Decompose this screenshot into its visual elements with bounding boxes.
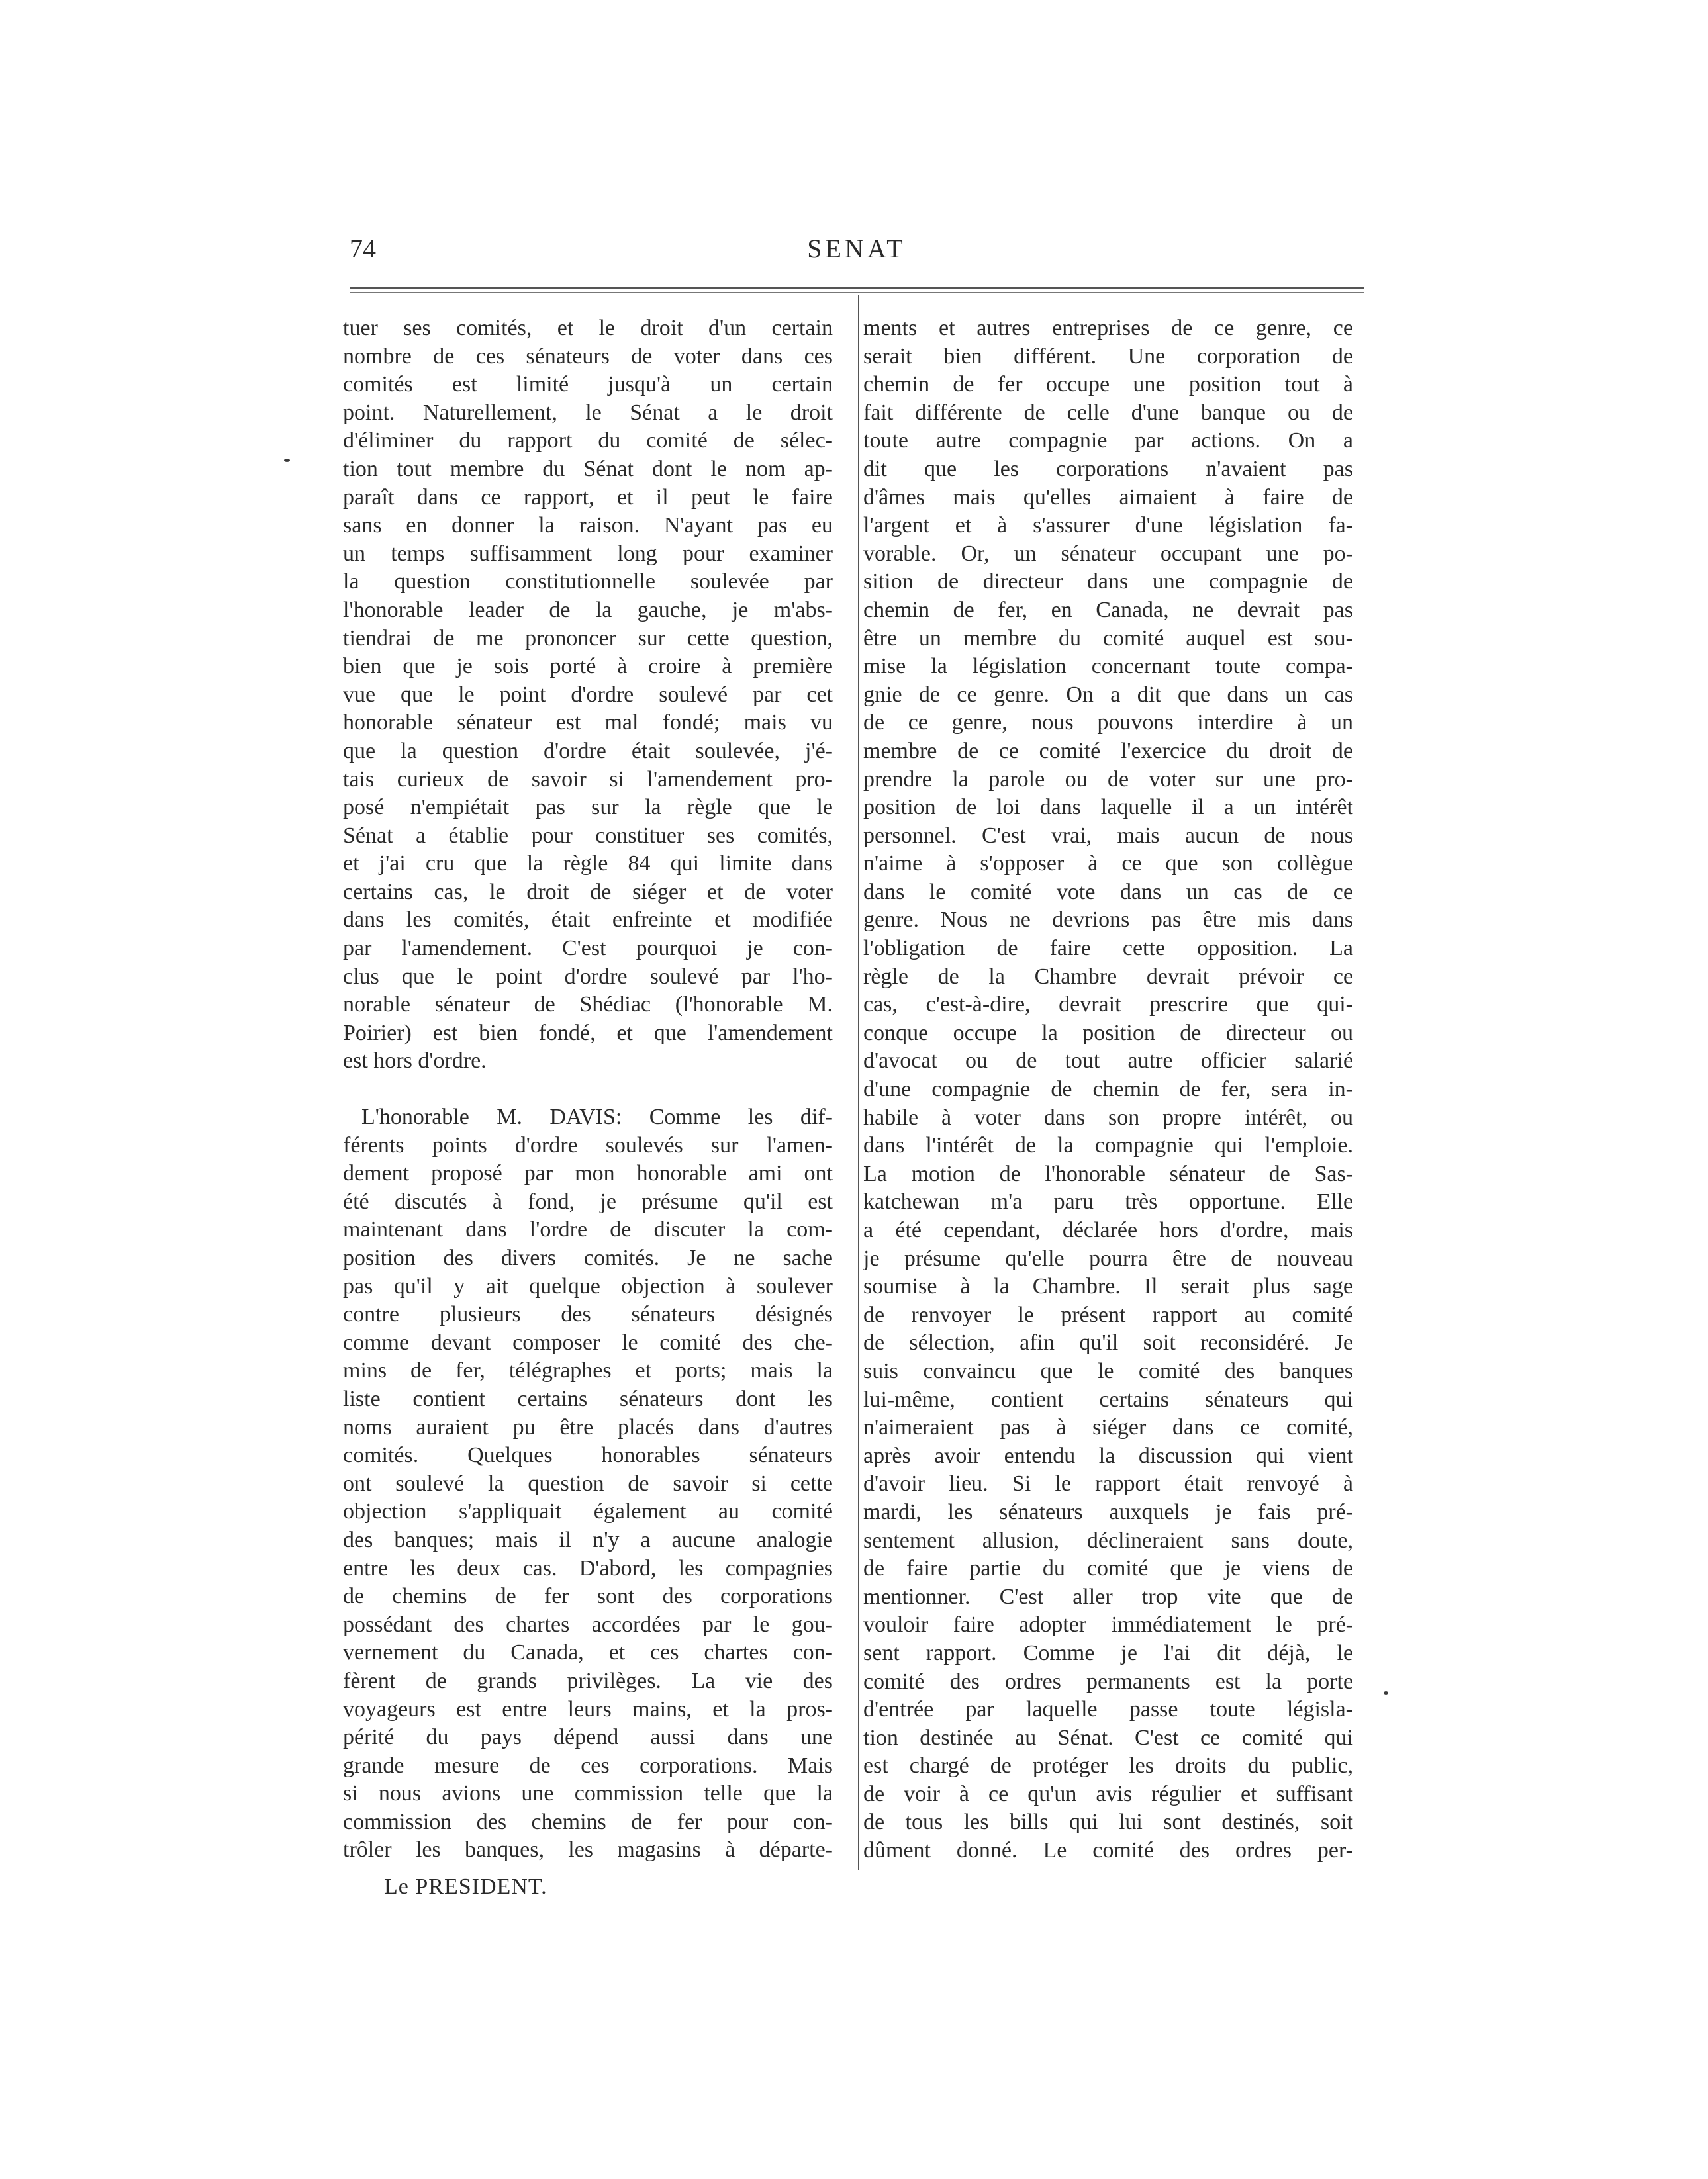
text-line: chemin de fer occupe une position tout à (863, 372, 1353, 397)
text-line: vorable. Or, un sénateur occupant une po- (863, 541, 1353, 566)
left-paragraph-2 (343, 1103, 833, 1865)
text-line: clus que le point d'ordre soulevé par l'ho- (343, 964, 833, 989)
text-line: point. Naturellement, le Sénat a le droit (343, 400, 833, 425)
text-line: de renvoyer le présent rapport au comité (863, 1302, 1353, 1327)
text-line: périté du pays dépend aussi dans une (343, 1725, 833, 1750)
text-line: tion destinée au Sénat. C'est ce comité qui (863, 1725, 1353, 1750)
text-line: fait différente de celle d'une banque ou de (863, 400, 1353, 425)
text-line: comité des ordres permanents est la porte (863, 1669, 1353, 1694)
text-line: sentement allusion, déclineraient sans doute, (863, 1528, 1353, 1553)
text-line: commission des chemins de fer pour con- (343, 1809, 833, 1834)
text-line: des banques; mais il n'y a aucune analogie (343, 1527, 833, 1552)
text-line: tais curieux de savoir si l'amendement pro- (343, 766, 833, 792)
text-line: après avoir entendu la discussion qui vient (863, 1443, 1353, 1468)
text-line: est hors d'ordre. (343, 1048, 487, 1074)
text-line: d'éliminer du rapport du comité de sélec- (343, 428, 833, 453)
text-line: posé n'empiétait pas sur la règle que le (343, 795, 833, 820)
text-line: règle de la Chambre devrait prévoir ce (863, 964, 1353, 989)
text-line: l'obligation de faire cette opposition. La (863, 936, 1353, 961)
text-line: membre de ce comité l'exercice du droit de (863, 738, 1353, 763)
text-line: sent rapport. Comme je l'ai dit déjà, le (863, 1640, 1353, 1665)
text-line: est chargé de protéger les droits du public, (863, 1753, 1353, 1779)
text-line: d'avoir lieu. Si le rapport était renvoyé à (863, 1471, 1353, 1497)
text-line: l'argent et à s'assurer d'une législation fa- (863, 513, 1353, 538)
text-line: honorable sénateur est mal fondé; mais vu (343, 710, 833, 735)
header-rule-secondary (350, 292, 1364, 293)
text-line: Poirier) est bien fondé, et que l'amendement (343, 1020, 833, 1045)
text-line: de chemins de fer sont des corporations (343, 1584, 833, 1609)
text-line: position des divers comités. Je ne sache (343, 1246, 833, 1270)
text-line: fèrent de grands privilèges. La vie des (343, 1668, 833, 1693)
text-line: comités est limité jusqu'à un certain (343, 372, 833, 397)
text-line: d'avocat ou de tout autre officier salarié (863, 1048, 1353, 1074)
text-line: L'honorable M. DAVIS: Comme les dif- (361, 1105, 833, 1130)
text-line: l'honorable leader de la gauche, je m'abs- (343, 597, 833, 622)
text-line: La motion de l'honorable sénateur de Sas- (863, 1161, 1353, 1186)
text-line: serait bien différent. Une corporation de (863, 344, 1353, 369)
left-paragraph-1 (343, 314, 833, 1076)
text-line: suis convaincu que le comité des banques (863, 1358, 1353, 1383)
text-line: a été cependant, déclarée hors d'ordre, mais (863, 1218, 1353, 1242)
text-line: de tous les bills qui lui sont destinés, soit (863, 1810, 1353, 1835)
text-line: noms auraient pu être placés dans d'autres (343, 1414, 833, 1440)
text-line: de ce genre, nous pouvons interdire à un (863, 710, 1353, 735)
text-line: n'aime à s'opposer à ce que son collègue (863, 851, 1353, 876)
text-line: possédant des chartes accordées par le gou- (343, 1612, 833, 1637)
text-line: position de loi dans laquelle il a un intérêt (863, 795, 1353, 820)
text-line: trôler les banques, les magasins à départe- (343, 1837, 833, 1863)
text-line: liste contient certains sénateurs dont les (343, 1386, 833, 1411)
text-line: tiendrai de me prononcer sur cette question, (343, 626, 833, 651)
text-line: dement proposé par mon honorable ami ont (343, 1161, 833, 1186)
text-line: cas, c'est-à-dire, devrait prescrire que qui- (863, 992, 1353, 1017)
text-line: habile à voter dans son propre intérêt, ou (863, 1105, 1353, 1130)
text-line: entre les deux cas. D'abord, les compagnies (343, 1555, 833, 1581)
text-line: été discutés à fond, je présume qu'il est (343, 1189, 833, 1214)
text-line: vue que le point d'ordre soulevé par cet (343, 682, 833, 707)
text-line: un temps suffisamment long pour examiner (343, 541, 833, 566)
text-line: de voir à ce qu'un avis régulier et suffisant (863, 1781, 1353, 1806)
text-line: n'aimeraient pas à siéger dans ce comité, (863, 1415, 1353, 1440)
page-number: 74 (350, 234, 376, 263)
header-rule (350, 287, 1364, 289)
text-line: nombre de ces sénateurs de voter dans ces (343, 344, 833, 369)
scan-speck (1384, 1691, 1388, 1695)
text-line: d'âmes mais qu'elles aimaient à faire de (863, 485, 1353, 510)
text-line: dûment donné. Le comité des ordres per- (863, 1838, 1353, 1863)
right-column (863, 314, 1353, 1870)
text-line: de sélection, afin qu'il soit reconsidéré. Je (863, 1330, 1353, 1356)
text-line: tuer ses comités, et le droit d'un certain (343, 316, 833, 340)
scan-speck (284, 459, 290, 462)
text-line: d'entrée par laquelle passe toute législa- (863, 1697, 1353, 1722)
column-divider (858, 295, 859, 1870)
text-line: d'une compagnie de chemin de fer, sera in- (863, 1077, 1353, 1102)
text-line: voyageurs est entre leurs mains, et la pros- (343, 1696, 833, 1722)
text-line: dans l'intérêt de la compagnie qui l'emploie. (863, 1133, 1353, 1158)
text-line: férents points d'ordre soulevés sur l'amen- (343, 1133, 833, 1158)
page-header (350, 225, 1364, 271)
text-line: ments et autres entreprises de ce genre, ce (863, 316, 1353, 340)
text-line: conque occupe la position de directeur ou (863, 1020, 1353, 1045)
text-line: lui-même, contient certains sénateurs qui (863, 1387, 1353, 1412)
text-line: chemin de fer, en Canada, ne devrait pas (863, 597, 1353, 622)
text-line: objection s'appliquait également au comité (343, 1499, 833, 1524)
text-line: toute autre compagnie par actions. On a (863, 428, 1353, 453)
text-line: que la question d'ordre était soulevée, j'é- (343, 738, 833, 763)
running-head: SENAT (807, 234, 906, 263)
text-line: genre. Nous ne devrions pas être mis dans (863, 907, 1353, 933)
text-line: bien que je sois porté à croire à première (343, 654, 833, 679)
text-line: la question constitutionnelle soulevée par (343, 569, 833, 594)
text-line: vouloir faire adopter immédiatement le pré- (863, 1612, 1353, 1638)
text-line: dans les comités, était enfreinte et modifiée (343, 907, 833, 933)
text-line: par l'amendement. C'est pourquoi je con- (343, 936, 833, 961)
text-line: paraît dans ce rapport, et il peut le faire (343, 485, 833, 510)
text-line: personnel. C'est vrai, mais aucun de nous (863, 823, 1353, 848)
paragraph-gap (343, 1076, 833, 1103)
text-line: sans en donner la raison. N'ayant pas eu (343, 513, 833, 538)
text-line: dans le comité vote dans un cas de ce (863, 879, 1353, 904)
text-line: certains cas, le droit de siéger et de voter (343, 879, 833, 904)
text-line: mentionner. C'est aller trop vite que de (863, 1584, 1353, 1609)
footer-signature: Le PRESIDENT. (384, 1875, 547, 1899)
text-line: être un membre du comité auquel est sou- (863, 626, 1353, 651)
text-line: si nous avions une commission telle que la (343, 1781, 833, 1806)
text-line: et j'ai cru que la règle 84 qui limite dans (343, 851, 833, 876)
text-line: ont soulevé la question de savoir si cette (343, 1471, 833, 1496)
text-line: mardi, les sénateurs auxquels je fais pré- (863, 1499, 1353, 1524)
text-line: Sénat a établie pour constituer ses comités, (343, 823, 833, 848)
text-line: contre plusieurs des sénateurs désignés (343, 1302, 833, 1327)
text-line: grande mesure de ces corporations. Mais (343, 1753, 833, 1778)
text-line: maintenant dans l'ordre de discuter la com- (343, 1217, 833, 1242)
text-line: tion tout membre du Sénat dont le nom ap- (343, 456, 833, 481)
text-line: je présume qu'elle pourra être de nouveau (863, 1246, 1353, 1271)
text-line: soumise à la Chambre. Il serait plus sage (863, 1274, 1353, 1299)
text-line: mins de fer, télégraphes et ports; mais la (343, 1358, 833, 1383)
text-line: norable sénateur de Shédiac (l'honorable M. (343, 992, 833, 1017)
text-line: katchewan m'a paru très opportune. Elle (863, 1189, 1353, 1215)
text-line: gnie de ce genre. On a dit que dans un cas (863, 682, 1353, 707)
left-column (343, 314, 833, 1870)
text-line: vernement du Canada, et ces chartes con- (343, 1640, 833, 1665)
text-line: de faire partie du comité que je viens de (863, 1556, 1353, 1581)
text-line: dit que les corporations n'avaient pas (863, 456, 1353, 481)
text-line: comités. Quelques honorables sénateurs (343, 1443, 833, 1468)
text-line: mise la législation concernant toute compa- (863, 654, 1353, 679)
text-line: sition de directeur dans une compagnie de (863, 569, 1353, 594)
text-line: comme devant composer le comité des che- (343, 1330, 833, 1355)
text-line: pas qu'il y ait quelque objection à soulever (343, 1274, 833, 1299)
text-line: prendre la parole ou de voter sur une pro- (863, 766, 1353, 792)
